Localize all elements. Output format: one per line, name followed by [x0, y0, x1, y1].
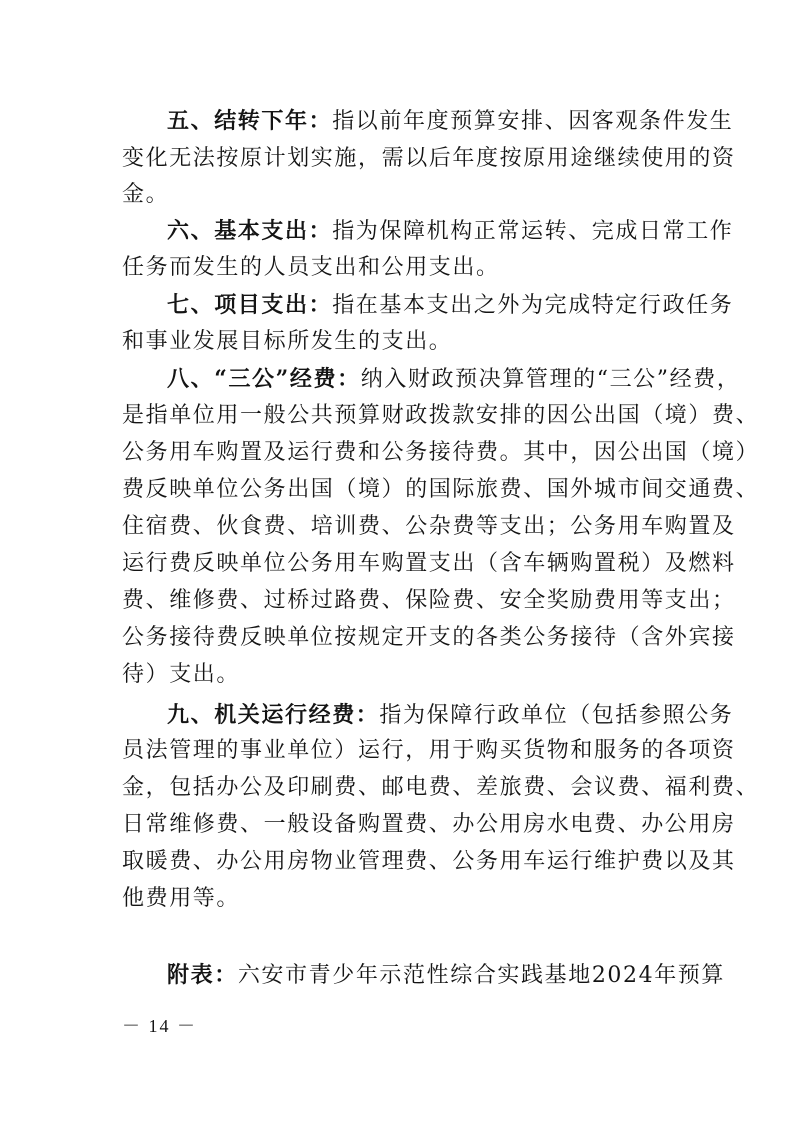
- page-number: － 14 －: [122, 1016, 197, 1036]
- attachment-title: 六安市青少年示范性综合实践基地2024年预算: [237, 963, 726, 988]
- paragraph-line: 他费用等。: [122, 886, 241, 911]
- paragraph-term: 九、机关运行经费：: [167, 702, 380, 728]
- paragraph-line: 金。: [122, 182, 170, 207]
- paragraph-term: 六、基本支出：: [167, 218, 333, 244]
- paragraph-text: 指在基本支出之外为完成特定行政任务: [332, 293, 734, 318]
- attachment-label: 附表：: [167, 962, 238, 988]
- paragraph-line: 取暖费、办公用房物业管理费、公务用车运行维护费以及其: [122, 849, 736, 874]
- paragraph-line: 公务用车购置及运行费和公务接待费。其中，因公出国（境）: [122, 440, 760, 465]
- paragraph-line: [167, 364, 741, 395]
- paragraph-term: 七、项目支出：: [167, 292, 333, 318]
- paragraph-line: 费反映单位公务出国（境）的国际旅费、国外城市间交通费、: [122, 477, 760, 502]
- paragraph-line: [167, 290, 734, 321]
- paragraph-line: [167, 216, 734, 247]
- paragraph-line: 费、维修费、过桥过路费、保险费、安全奖励费用等支出；: [122, 588, 736, 613]
- paragraph-line: 住宿费、伙食费、培训费、公杂费等支出；公务用车购置及: [122, 514, 736, 539]
- paragraph-line: 员法管理的事业单位）运行，用于购买货物和服务的各项资: [122, 738, 736, 763]
- paragraph-line: 公务接待费反映单位按规定开支的各类公务接待（含外宾接: [122, 625, 736, 650]
- paragraph-line: [167, 700, 734, 731]
- paragraph-term: 八、“三公”经费：: [167, 366, 361, 392]
- paragraph-text: 指为保障机构正常运转、完成日常工作: [332, 219, 734, 244]
- paragraph-line: 待）支出。: [122, 662, 241, 687]
- paragraph-line: 是指单位用一般公共预算财政拨款安排的因公出国（境）费、: [122, 403, 760, 428]
- paragraph-line: 日常维修费、一般设备购置费、办公用房水电费、办公用房: [122, 812, 736, 837]
- paragraph-text: 指以前年度预算安排、因客观条件发生: [332, 109, 734, 134]
- paragraph-line: 和事业发展目标所发生的支出。: [122, 329, 453, 354]
- paragraph-text: 指为保障行政单位（包括参照公务: [379, 703, 734, 728]
- paragraph-term: 五、结转下年：: [167, 108, 333, 134]
- attachment-line: [167, 960, 726, 991]
- paragraph-line: 金，包括办公及印刷费、邮电费、差旅费、会议费、福利费、: [122, 775, 760, 800]
- paragraph-line: [167, 106, 734, 137]
- paragraph-line: 变化无法按原计划实施，需以后年度按原用途继续使用的资: [122, 146, 736, 171]
- paragraph-text: 纳入财政预决算管理的“三公”经费，: [360, 367, 741, 392]
- paragraph-line: 任务而发生的人员支出和公用支出。: [122, 255, 500, 280]
- paragraph-line: 运行费反映单位公务用车购置支出（含车辆购置税）及燃料: [122, 551, 736, 576]
